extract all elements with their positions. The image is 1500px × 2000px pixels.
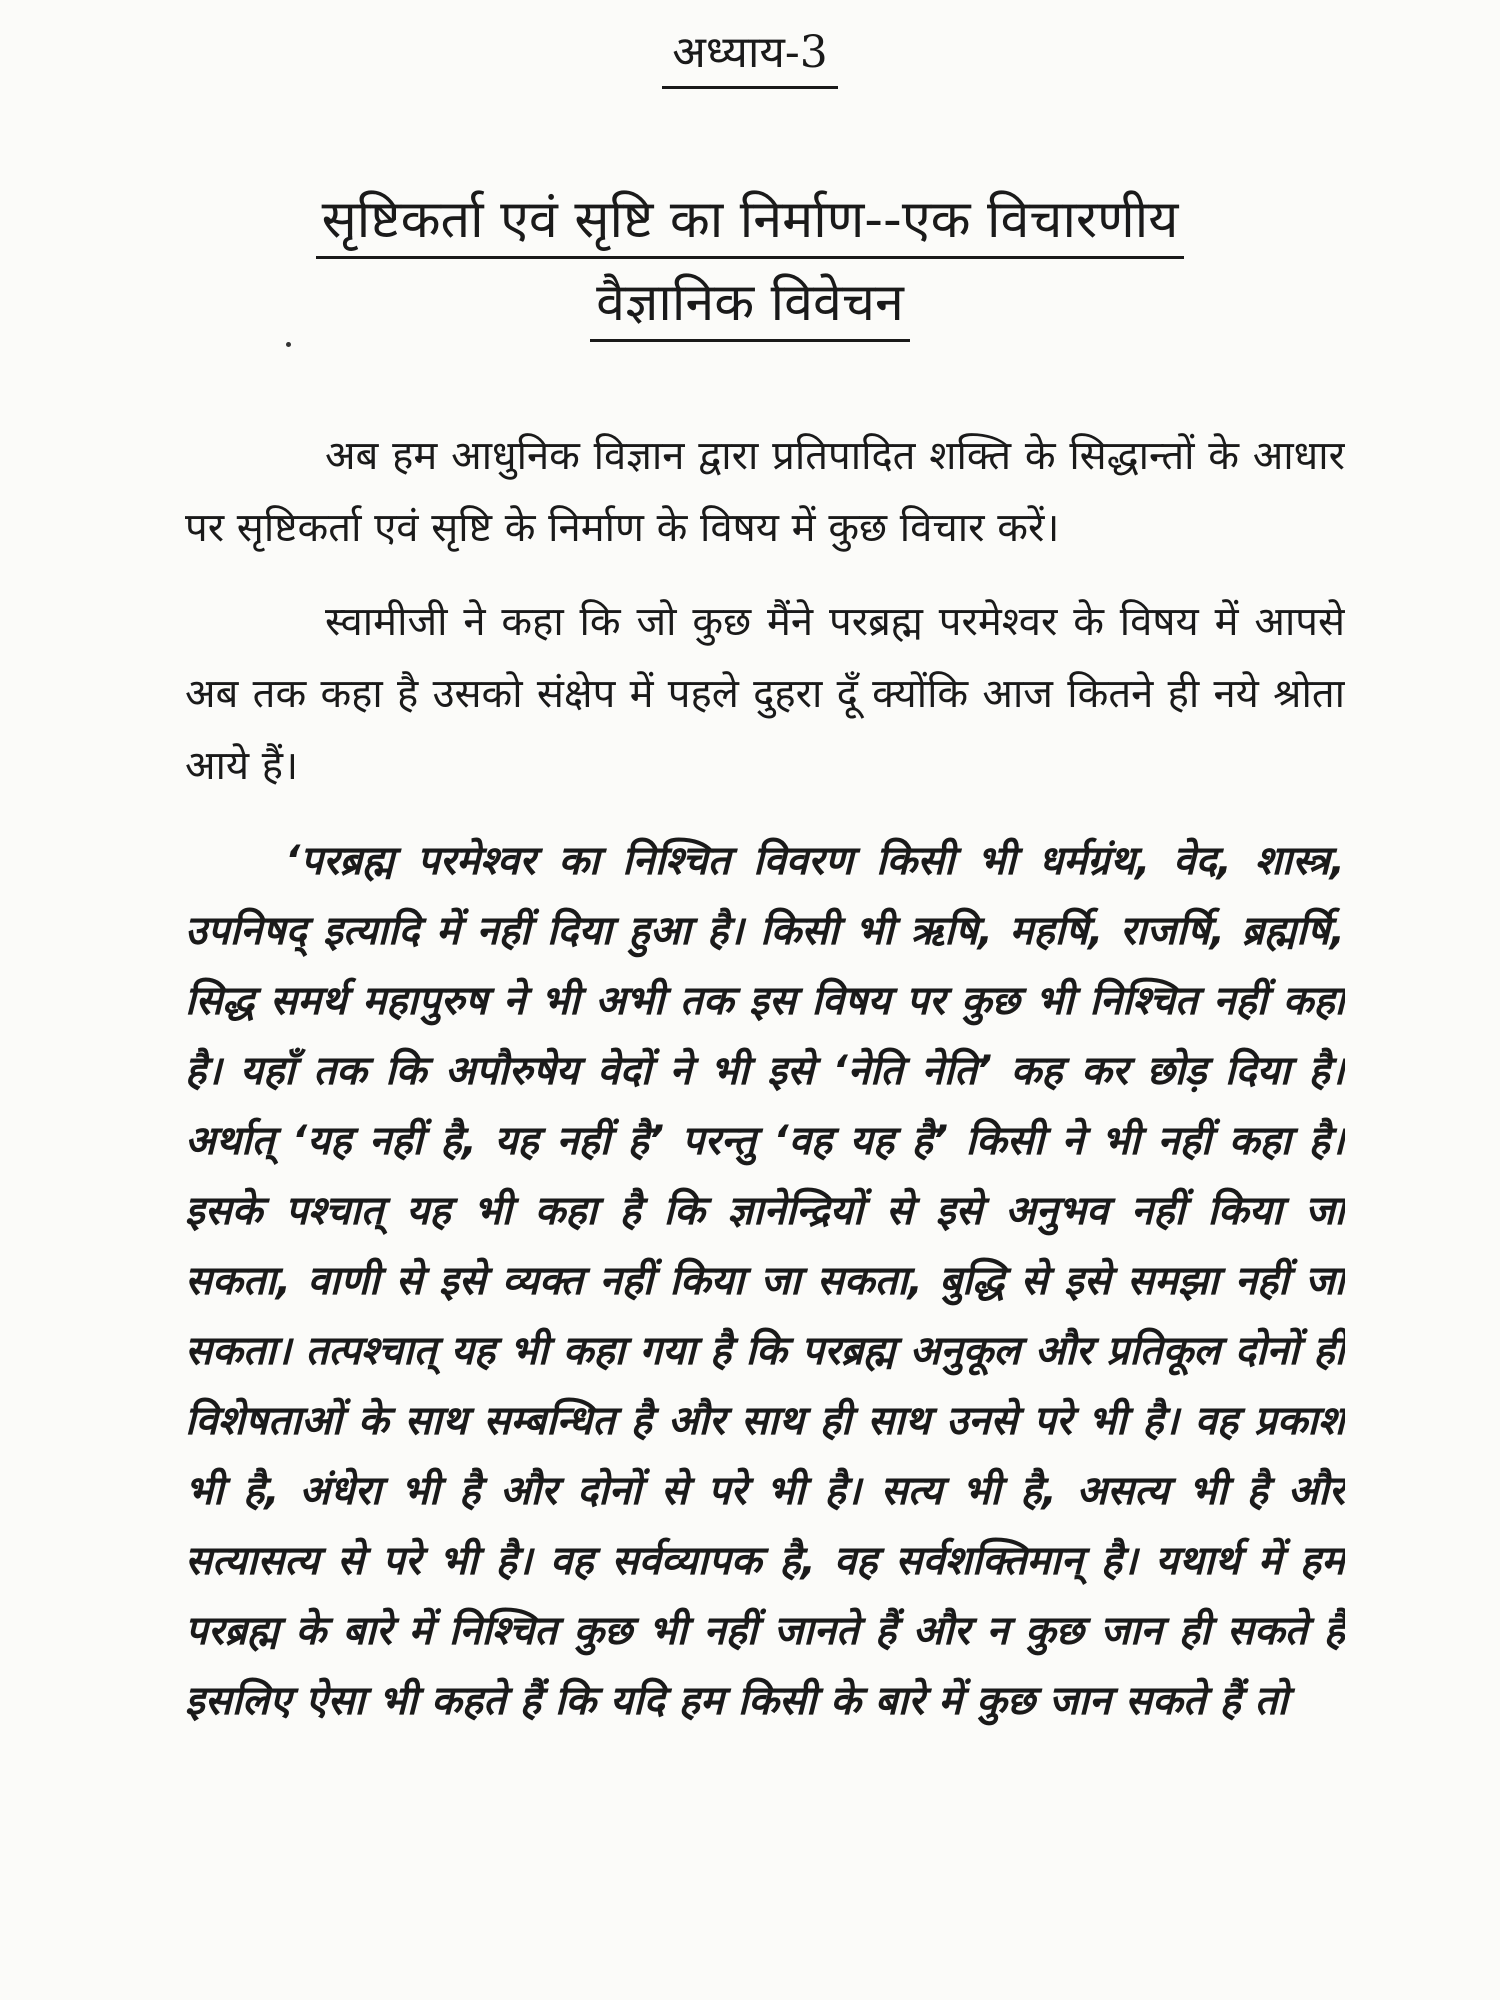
chapter-heading <box>0 22 1500 104</box>
chapter-label: अध्याय-3 <box>662 22 837 89</box>
paragraph-quote: ‘परब्रह्म परमेश्वर का निश्चित विवरण किसी भी धर्मग्रंथ, वेद, शास्त्र, उपनिषद् इत्यादि में नहीं दिया हुआ है। किसी भी ऋषि, महर्षि, राजर्षि, ब्रह्मर्षि, सिद्ध समर्थ महापुरुष ने भी अभी तक इस विषय पर कुछ भी निश्चित नहीं कहा है। यहाँ तक कि अपौरुषेय वेदों ने भी इसे ‘नेति नेति’ कह कर छोड़ दिया है। अर्थात् ‘यह नहीं है, यह नहीं है’ परन्तु ‘वह यह है’ किसी ने भी नहीं कहा है। इसके पश्चात् यह भी कहा है कि ज्ञानेन्द्रियों से इसे अनुभव नहीं किया जा सकता, वाणी से इसे व्यक्त नहीं किया जा सकता, बुद्धि से इसे समझा नहीं जा सकता। तत्पश्चात् यह भी कहा गया है कि परब्रह्म अनुकूल और प्रतिकूल दोनों ही विशेषताओं के साथ सम्बन्धित है और साथ ही साथ उनसे परे भी है। वह प्रकाश भी है, अंधेरा भी है और दोनों से परे भी है। सत्य भी है, असत्य भी है और सत्यासत्य से परे भी है। वह सर्वव्यापक है, वह सर्वशक्तिमान् है। यथार्थ में हम परब्रह्म के बारे में निश्चित कुछ भी नहीं जानते हैं और न कुछ जान ही सकते हैं इसलिए ऐसा भी कहते हैं कि यदि हम किसी के बारे में कुछ जान सकते हैं तो <box>185 838 1345 1724</box>
chapter-title-line-1: सृष्टिकर्ता एवं सृष्टि का निर्माण--एक विचारणीय <box>316 184 1185 259</box>
chapter-title-line-2: वैज्ञानिक विवेचन <box>590 267 910 342</box>
body-text <box>185 420 1345 1965</box>
chapter-title <box>0 184 1500 342</box>
print-speck <box>286 342 291 347</box>
paragraph-1: अब हम आधुनिक विज्ञान द्वारा प्रतिपादित शक्ति के सिद्धान्तों के आधार पर सृष्टिकर्ता एवं सृष्टि के निर्माण के विषय में कुछ विचार करें। <box>185 433 1345 551</box>
paragraph-2: स्वामीजी ने कहा कि जो कुछ मैंने परब्रह्म परमेश्वर के विषय में आपसे अब तक कहा है उसको संक्षेप में पहले दुहरा दूँ क्योंकि आज कितने ही नये श्रोता आये हैं। <box>185 599 1345 789</box>
